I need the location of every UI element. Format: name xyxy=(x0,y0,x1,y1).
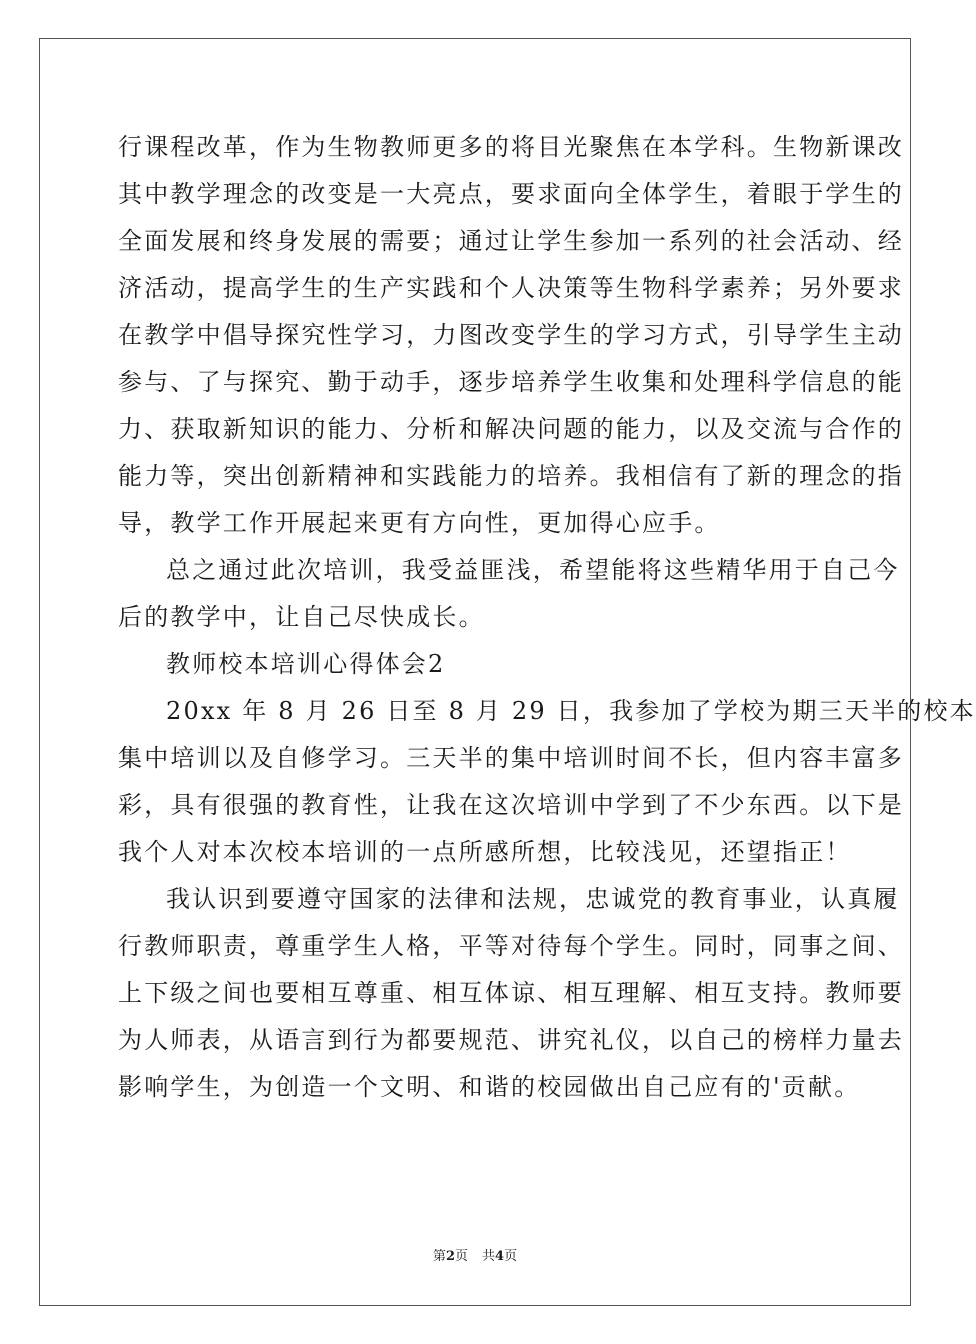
text-line: 在教学中倡导探究性学习，力图改变学生的学习方式，引导学生主动 xyxy=(118,321,904,349)
text-line: 行课程改革，作为生物教师更多的将目光聚焦在本学科。生物新课改 xyxy=(118,133,904,161)
page-suffix: 页 xyxy=(454,1249,468,1264)
text-line: 行教师职责，尊重学生人格，平等对待每个学生。同时，同事之间、 xyxy=(118,932,904,960)
page-footer xyxy=(0,1248,950,1266)
text-line: 参与、了与探究、勤于动手，逐步培养学生收集和处理科学信息的能 xyxy=(118,368,904,396)
text-line: 全面发展和终身发展的需要；通过让学生参加一系列的社会活动、经 xyxy=(118,227,904,255)
total-suffix: 页 xyxy=(504,1249,518,1264)
page-prefix: 第 xyxy=(432,1249,446,1264)
page-total: 4 xyxy=(495,1249,505,1264)
text-line: 彩，具有很强的教育性，让我在这次培训中学到了不少东西。以下是 xyxy=(118,791,904,819)
text-line: 为人师表，从语言到行为都要规范、讲究礼仪，以自己的榜样力量去 xyxy=(118,1026,904,1054)
page-current: 2 xyxy=(445,1249,455,1264)
text-line: 集中培训以及自修学习。三天半的集中培训时间不长，但内容丰富多 xyxy=(118,744,904,772)
paragraph-start-line: 我认识到要遵守国家的法律和法规，忠诚党的教育事业，认真履 xyxy=(166,885,900,913)
paragraph-start-line: 20xx 年 8 月 26 日至 8 月 29 日，我参加了学校为期三天半的校本 xyxy=(166,697,976,725)
text-line: 后的教学中，让自己尽快成长。 xyxy=(118,603,485,631)
text-line: 上下级之间也要相互尊重、相互体谅、相互理解、相互支持。教师要 xyxy=(118,979,904,1007)
text-line: 力、获取新知识的能力、分析和解决问题的能力，以及交流与合作的 xyxy=(118,415,904,443)
document-body xyxy=(118,124,976,1111)
text-line: 济活动，提高学生的生产实践和个人决策等生物科学素养；另外要求 xyxy=(118,274,904,302)
text-line: 导，教学工作开展起来更有方向性，更加得心应手。 xyxy=(118,509,721,537)
text-line: 影响学生，为创造一个文明、和谐的校园做出自己应有的'贡献。 xyxy=(118,1073,861,1101)
total-prefix: 共 xyxy=(482,1249,496,1264)
paragraph-start-line: 总之通过此次培训，我受益匪浅，希望能将这些精华用于自己今 xyxy=(166,556,900,584)
text-line: 能力等，突出创新精神和实践能力的培养。我相信有了新的理念的指 xyxy=(118,462,904,490)
text-line: 我个人对本次校本培训的一点所感所想，比较浅见，还望指正！ xyxy=(118,838,852,866)
text-line: 其中教学理念的改变是一大亮点，要求面向全体学生，着眼于学生的 xyxy=(118,180,904,208)
section-heading: 教师校本培训心得体会2 xyxy=(166,650,446,678)
